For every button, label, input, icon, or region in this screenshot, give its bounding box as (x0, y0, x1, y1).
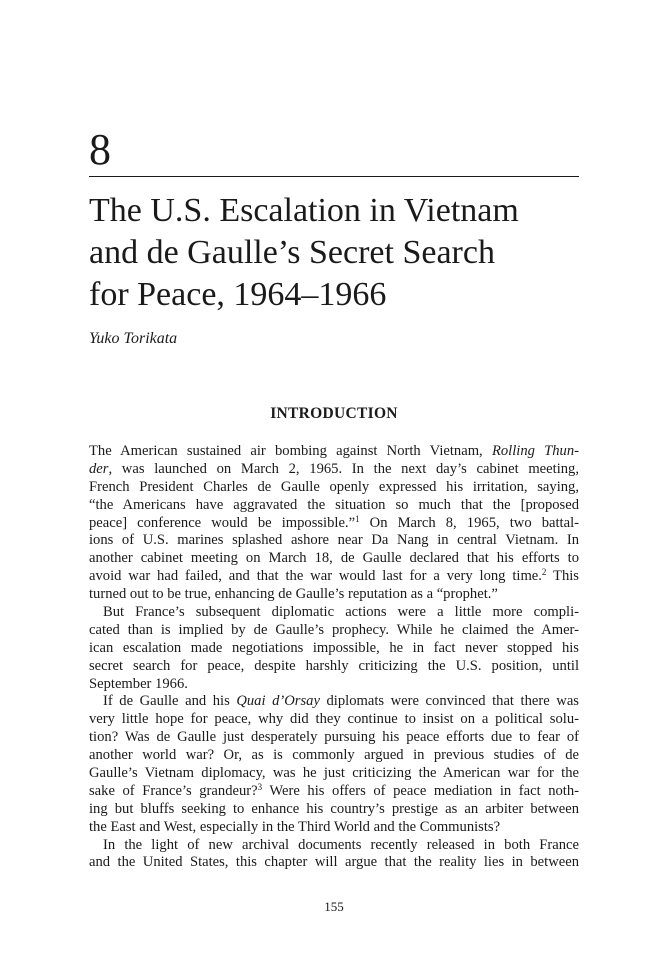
text-segment: But France’s subsequent diplomatic actions were a little more compli- (103, 604, 579, 621)
text-segment: diplomats were convinced that there was (319, 693, 579, 710)
text-segment: This (546, 568, 579, 585)
chapter-title-line: for Peace, 1964–1966 (89, 276, 387, 313)
body-line (89, 586, 579, 604)
body-text (89, 443, 579, 872)
footnote-reference: 1 (355, 513, 360, 524)
text-segment: “the Americans have aggravated the situation so much that the [proposed (89, 496, 579, 513)
chapter-number: 8 (89, 125, 111, 174)
body-line (89, 604, 579, 622)
body-line (89, 461, 579, 479)
body-line (89, 658, 579, 676)
chapter-rule-divider (89, 176, 579, 177)
body-line (89, 783, 579, 801)
body-line (89, 729, 579, 747)
text-segment: peace] conference would be impossible.” (89, 514, 356, 531)
text-segment: The American sustained air bombing against North Vietnam, (89, 443, 492, 459)
text-segment: secret search for peace, despite harshly criticizing the U.S. position, until (89, 657, 579, 674)
body-line (89, 676, 579, 694)
text-segment: , was launched on March 2, 1965. In the next day’s cabinet meeting, (108, 460, 579, 477)
text-segment: cated than is implied by de Gaulle’s prophecy. While he claimed the Amer- (89, 621, 579, 638)
text-segment: September 1966. (89, 675, 188, 692)
chapter-title (89, 190, 589, 316)
body-line (89, 693, 579, 711)
body-line (89, 443, 579, 461)
chapter-title-line: and de Gaulle’s Secret Search (89, 234, 495, 271)
text-segment: French President Charles de Gaulle openly expressed his irritation, saying, (89, 478, 579, 495)
italic-text: der (89, 460, 109, 477)
footnote-reference: 3 (257, 781, 263, 792)
body-line (89, 515, 579, 533)
italic-text: Rolling Thun- (491, 443, 579, 459)
text-segment: sake of France’s grandeur? (89, 782, 258, 799)
text-segment: Were his offers of peace mediation in fact noth- (262, 782, 580, 799)
italic-text: Quai d’Orsay (236, 693, 320, 710)
body-line (89, 747, 579, 765)
text-segment: and the United States, this chapter will argue that the reality lies in between (89, 854, 579, 871)
body-line (89, 568, 579, 586)
text-segment: avoid war had failed, and that the war would last for a very long time. (89, 568, 542, 585)
body-line (89, 497, 579, 515)
text-segment: the East and West, especially in the Third World and the Communists? (89, 818, 501, 835)
body-line (89, 532, 579, 550)
text-segment: ing but bluffs seeking to enhance his country’s prestige as an arbiter between (89, 800, 579, 817)
text-segment: If de Gaulle and his (103, 693, 237, 710)
text-segment: On March 8, 1965, two battal- (359, 514, 579, 531)
body-line (89, 550, 579, 568)
text-segment: another cabinet meeting on March 18, de Gaulle declared that his efforts to (89, 550, 579, 567)
text-segment: another world war? Or, as is commonly argued in previous studies of de (89, 747, 579, 764)
chapter-title-line: The U.S. Escalation in Vietnam (89, 192, 519, 229)
text-segment: ions of U.S. marines splashed ashore near Da Nang in central Vietnam. In (89, 532, 579, 549)
body-line (89, 837, 579, 855)
text-segment: turned out to be true, enhancing de Gaulle’s reputation as a “prophet.” (89, 586, 498, 603)
chapter-author: Yuko Torikata (89, 330, 178, 347)
text-segment: Gaulle’s Vietnam diplomacy, was he just criticizing the American war for the (89, 765, 579, 782)
text-segment: In the light of new archival documents recently released in both France (103, 836, 579, 853)
body-line (89, 622, 579, 640)
body-line (89, 711, 579, 729)
body-line (89, 479, 579, 497)
footnote-reference: 2 (541, 567, 547, 578)
body-line (89, 801, 579, 819)
text-segment: ican escalation made negotiations impossible, he in fact never stopped his (89, 639, 579, 656)
body-line (89, 854, 579, 872)
text-segment: tion? Was de Gaulle just desperately pursuing his peace efforts due to fear of (89, 729, 579, 746)
body-line (89, 640, 579, 658)
page-number: 155 (324, 899, 344, 914)
body-line (89, 765, 579, 783)
body-line (89, 819, 579, 837)
text-segment: very little hope for peace, why did they continue to insist on a political solu- (89, 711, 579, 728)
section-heading: INTRODUCTION (270, 405, 398, 422)
